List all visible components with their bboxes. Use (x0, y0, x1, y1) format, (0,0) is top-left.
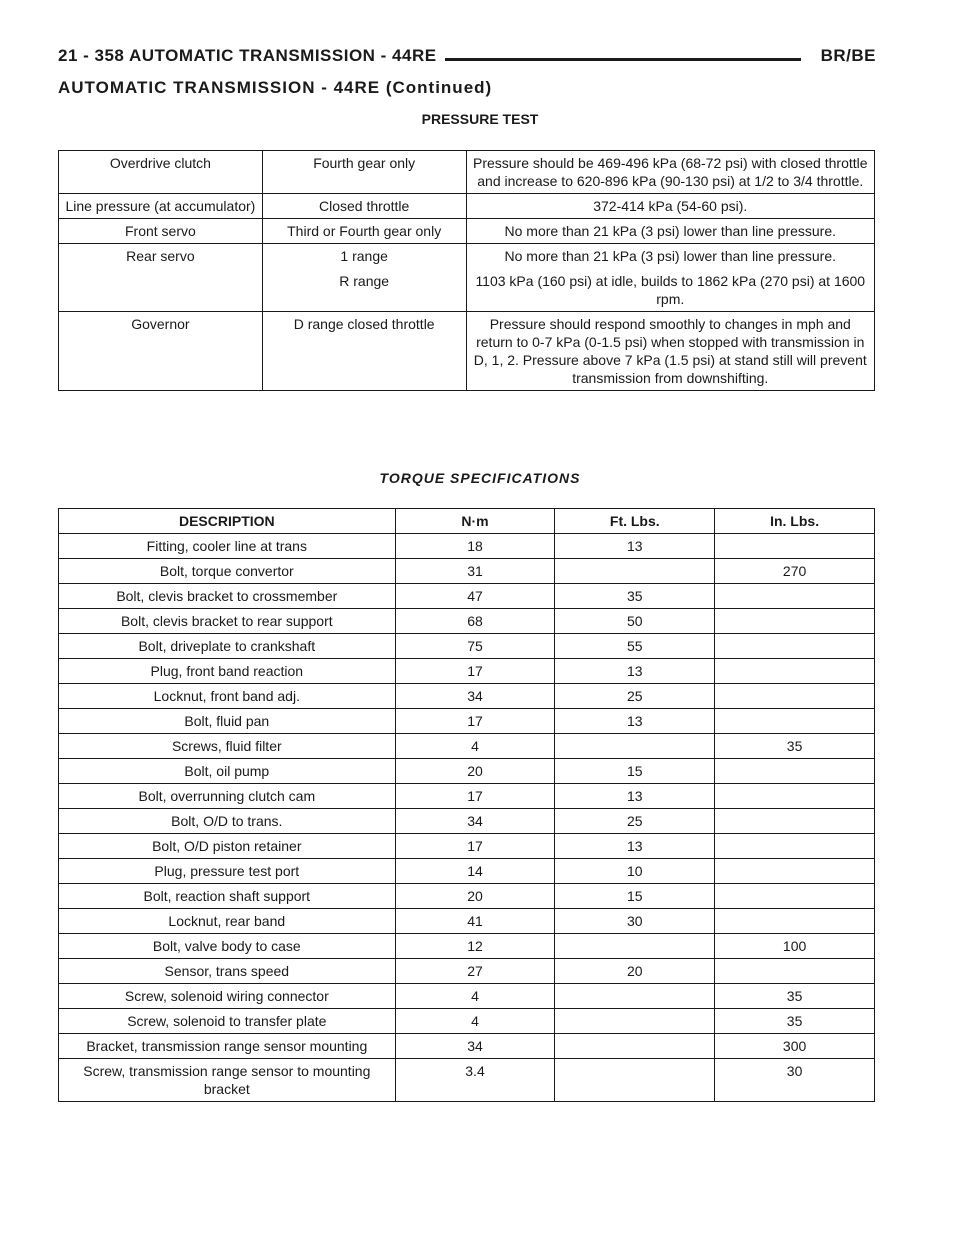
torque-ft-lbs: 25 (555, 809, 715, 834)
torque-in-lbs (715, 709, 875, 734)
torque-in-lbs (715, 684, 875, 709)
table-row (59, 584, 875, 609)
torque-description: Screws, fluid filter (59, 734, 396, 759)
table-header-row (59, 509, 875, 534)
pressure-condition: Fourth gear only (262, 151, 466, 194)
table-row (59, 809, 875, 834)
pressure-spec: 1103 kPa (160 psi) at idle, builds to 1862 kPa (270 psi) at 1600 rpm. (466, 268, 874, 312)
torque-nm: 34 (395, 684, 555, 709)
torque-description: Screw, transmission range sensor to mounting bracket (59, 1059, 396, 1102)
pressure-test-table (58, 150, 875, 391)
page-label: 21 - 358 AUTOMATIC TRANSMISSION - 44RE (58, 46, 437, 65)
torque-description: Bolt, fluid pan (59, 709, 396, 734)
torque-ft-lbs: 20 (555, 959, 715, 984)
torque-specs-table (58, 508, 875, 1102)
table-row (59, 151, 875, 194)
torque-in-lbs (715, 884, 875, 909)
torque-nm: 75 (395, 634, 555, 659)
torque-nm: 14 (395, 859, 555, 884)
torque-in-lbs: 270 (715, 559, 875, 584)
table-row (59, 734, 875, 759)
torque-specs-title: TORQUE SPECIFICATIONS (379, 470, 581, 486)
torque-in-lbs (715, 859, 875, 884)
table-row (59, 219, 875, 244)
torque-description: Bolt, driveplate to crankshaft (59, 634, 396, 659)
torque-in-lbs: 35 (715, 984, 875, 1009)
torque-in-lbs (715, 834, 875, 859)
column-header-in-lbs: In. Lbs. (715, 509, 875, 534)
torque-in-lbs (715, 959, 875, 984)
torque-in-lbs (715, 784, 875, 809)
torque-ft-lbs: 10 (555, 859, 715, 884)
torque-ft-lbs (555, 559, 715, 584)
pressure-condition: Third or Fourth gear only (262, 219, 466, 244)
section-title: AUTOMATIC TRANSMISSION - 44RE (Continued) (58, 78, 493, 97)
torque-description: Bolt, clevis bracket to crossmember (59, 584, 396, 609)
table-row (59, 1059, 875, 1102)
torque-in-lbs (715, 584, 875, 609)
table-row (59, 934, 875, 959)
column-header-nm: N·m (395, 509, 555, 534)
pressure-spec: Pressure should respond smoothly to changes in mph and return to 0-7 kPa (0-1.5 psi) when stopped with transmission in D, 1, 2. Pressure above 7 kPa (1.5 psi) at stand still will prevent transmission from downshifting. (466, 312, 874, 391)
torque-nm: 17 (395, 834, 555, 859)
table-row (59, 609, 875, 634)
pressure-item: Line pressure (at accumulator) (59, 194, 263, 219)
torque-description: Bolt, valve body to case (59, 934, 396, 959)
torque-in-lbs: 100 (715, 934, 875, 959)
torque-in-lbs: 35 (715, 1009, 875, 1034)
table-row (59, 884, 875, 909)
torque-description: Screw, solenoid wiring connector (59, 984, 396, 1009)
pressure-item: Governor (59, 312, 263, 391)
torque-description: Bolt, O/D piston retainer (59, 834, 396, 859)
torque-ft-lbs: 13 (555, 784, 715, 809)
torque-ft-lbs: 15 (555, 759, 715, 784)
torque-in-lbs (715, 809, 875, 834)
table-row (59, 559, 875, 584)
pressure-condition: 1 range (262, 244, 466, 269)
torque-ft-lbs: 13 (555, 709, 715, 734)
torque-description: Bolt, O/D to trans. (59, 809, 396, 834)
table-row (59, 709, 875, 734)
pressure-condition: R range (262, 268, 466, 312)
torque-ft-lbs: 50 (555, 609, 715, 634)
torque-description: Bracket, transmission range sensor mounting (59, 1034, 396, 1059)
torque-nm: 34 (395, 809, 555, 834)
torque-ft-lbs (555, 1034, 715, 1059)
torque-description: Bolt, clevis bracket to rear support (59, 609, 396, 634)
torque-description: Screw, solenoid to transfer plate (59, 1009, 396, 1034)
table-row (59, 959, 875, 984)
model-label: BR/BE (820, 46, 876, 65)
table-row (59, 194, 875, 219)
torque-ft-lbs: 15 (555, 884, 715, 909)
torque-in-lbs: 35 (715, 734, 875, 759)
torque-description: Locknut, front band adj. (59, 684, 396, 709)
torque-table-body (59, 534, 875, 1102)
pressure-item: Overdrive clutch (59, 151, 263, 194)
page-header (58, 46, 876, 72)
torque-in-lbs (715, 909, 875, 934)
torque-nm: 3.4 (395, 1059, 555, 1102)
torque-ft-lbs (555, 1009, 715, 1034)
column-header-description: DESCRIPTION (59, 509, 396, 534)
table-row (59, 859, 875, 884)
torque-nm: 17 (395, 659, 555, 684)
table-row (59, 784, 875, 809)
torque-nm: 41 (395, 909, 555, 934)
pressure-spec: Pressure should be 469-496 kPa (68-72 psi) with closed throttle and increase to 620-896 kPa (90-130 psi) at 1/2 to 3/4 throttle. (466, 151, 874, 194)
torque-nm: 17 (395, 784, 555, 809)
torque-description: Locknut, rear band (59, 909, 396, 934)
torque-ft-lbs: 13 (555, 534, 715, 559)
table-row (59, 534, 875, 559)
torque-nm: 31 (395, 559, 555, 584)
table-row (59, 909, 875, 934)
torque-ft-lbs: 25 (555, 684, 715, 709)
torque-ft-lbs: 13 (555, 834, 715, 859)
torque-description: Bolt, torque convertor (59, 559, 396, 584)
torque-description: Bolt, reaction shaft support (59, 884, 396, 909)
pressure-test-title: PRESSURE TEST (421, 111, 539, 127)
torque-nm: 34 (395, 1034, 555, 1059)
torque-nm: 47 (395, 584, 555, 609)
pressure-spec: No more than 21 kPa (3 psi) lower than line pressure. (466, 219, 874, 244)
torque-ft-lbs: 55 (555, 634, 715, 659)
torque-description: Sensor, trans speed (59, 959, 396, 984)
torque-nm: 18 (395, 534, 555, 559)
torque-nm: 68 (395, 609, 555, 634)
pressure-item: Rear servo (59, 244, 263, 312)
table-row (59, 984, 875, 1009)
torque-in-lbs: 300 (715, 1034, 875, 1059)
torque-description: Bolt, oil pump (59, 759, 396, 784)
torque-description: Fitting, cooler line at trans (59, 534, 396, 559)
torque-in-lbs (715, 634, 875, 659)
torque-in-lbs (715, 534, 875, 559)
torque-in-lbs: 30 (715, 1059, 875, 1102)
torque-description: Plug, pressure test port (59, 859, 396, 884)
torque-nm: 4 (395, 734, 555, 759)
pressure-item: Front servo (59, 219, 263, 244)
torque-ft-lbs: 35 (555, 584, 715, 609)
torque-in-lbs (715, 609, 875, 634)
table-row (59, 244, 875, 269)
column-header-ft-lbs: Ft. Lbs. (555, 509, 715, 534)
table-row (59, 834, 875, 859)
torque-ft-lbs (555, 1059, 715, 1102)
torque-nm: 27 (395, 959, 555, 984)
pressure-spec: No more than 21 kPa (3 psi) lower than line pressure. (466, 244, 874, 269)
table-row (59, 659, 875, 684)
torque-ft-lbs: 13 (555, 659, 715, 684)
torque-in-lbs (715, 659, 875, 684)
torque-nm: 17 (395, 709, 555, 734)
table-row (59, 759, 875, 784)
table-row (59, 312, 875, 391)
torque-ft-lbs: 30 (555, 909, 715, 934)
pressure-condition: Closed throttle (262, 194, 466, 219)
torque-in-lbs (715, 759, 875, 784)
torque-ft-lbs (555, 984, 715, 1009)
torque-nm: 20 (395, 884, 555, 909)
torque-nm: 12 (395, 934, 555, 959)
table-row (59, 1034, 875, 1059)
table-row (59, 634, 875, 659)
pressure-condition: D range closed throttle (262, 312, 466, 391)
torque-description: Plug, front band reaction (59, 659, 396, 684)
table-row (59, 684, 875, 709)
torque-nm: 20 (395, 759, 555, 784)
torque-nm: 4 (395, 1009, 555, 1034)
header-rule (445, 58, 801, 61)
pressure-spec: 372-414 kPa (54-60 psi). (466, 194, 874, 219)
torque-ft-lbs (555, 734, 715, 759)
torque-description: Bolt, overrunning clutch cam (59, 784, 396, 809)
torque-nm: 4 (395, 984, 555, 1009)
table-row (59, 1009, 875, 1034)
torque-ft-lbs (555, 934, 715, 959)
